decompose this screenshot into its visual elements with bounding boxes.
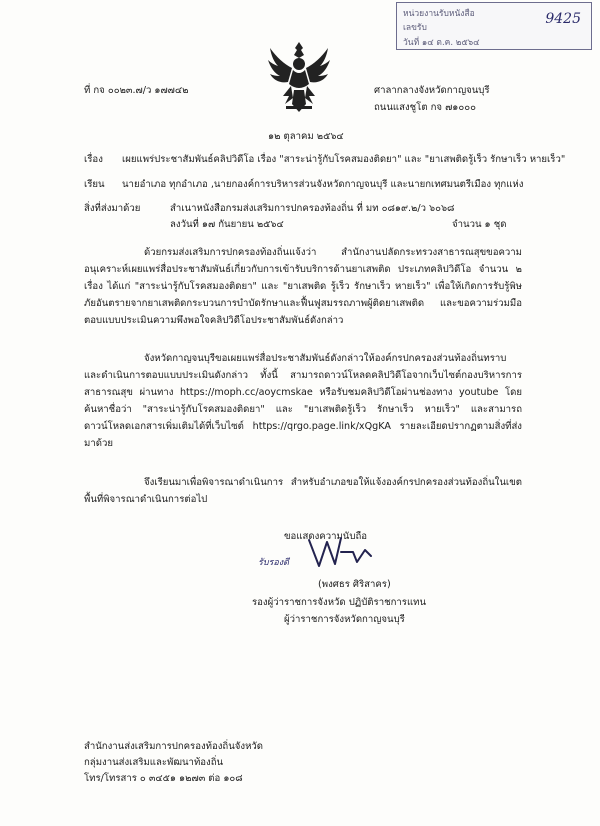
signer-annotation: รับรองดี: [258, 558, 290, 568]
recipient-text: นายอำเภอ ทุกอำเภอ ,นายกองค์การบริหารส่วนจังหวัดกาญจนบุรี และนายกเทศมนตรีเมือง ทุกแห่ง: [122, 179, 524, 190]
body-paragraph-3: จึงเรียนมาเพื่อพิจารณาดำเนินการ สำหรับอำเภอขอให้แจ้งองค์กรปกครองส่วนท้องถิ่นในเขตพื้นที่พิจารณาดำเนินการต่อไป: [84, 477, 522, 505]
receipt-stamp: [396, 2, 592, 50]
subject-label: เรื่อง: [84, 154, 103, 165]
body-paragraph-2: จังหวัดกาญจนบุรีขอเผยแพร่สื่อประชาสัมพันธ์ดังกล่าวให้องค์กรปกครองส่วนท้องถิ่นทราบและดำเนินการตอบแบบประเมินดังกล่าว ทั้งนี้ สามารถดาวน์โหลดคลิปวิดีโอจากเว็บไซต์กองบริหารการสาธารณสุข ผ่านทาง https://moph.cc/aoycmskae หรือรับชมคลิปวิดีโอผ่านช่องทาง youtube โดยค้นหาชื่อว่า "สาระน่ารู้กับโรคสมองติดยา" และ "ยาเสพติดรู้เร็ว รักษาเร็ว หายเร็ว" และสามารถดาวน์โหลดเอกสารเพิ่มเติมได้ที่เว็บไซต์ https://qrgo.page.link/xQgKA รายละเอียดปรากฏตามสิ่งที่ส่งมาด้วย: [84, 353, 522, 449]
stamp-handwritten-number: 9425: [545, 11, 581, 27]
signature-mark: [305, 532, 375, 572]
signer-position-2: ผู้ว่าราชการจังหวัดกาญจนบุรี: [284, 614, 405, 625]
signer-position-1: รองผู้ว่าราชการจังหวัด ปฏิบัติราชการแทน: [252, 597, 427, 608]
recipient-label: เรียน: [84, 179, 105, 190]
stamp-line-2: เลขรับ: [403, 23, 427, 33]
enclosure-date: ลงวันที่ ๑๗ กันยายน ๒๕๖๔: [170, 219, 284, 230]
closing-salutation: ขอแสดงความนับถือ: [284, 531, 368, 542]
footer-phone: โทร/โทรสาร ๐ ๓๔๕๑ ๑๒๗๓ ต่อ ๑๐๘: [84, 773, 243, 784]
document-date: ๑๒ ตุลาคม ๒๕๖๔: [268, 131, 344, 142]
subject-text: เผยแพร่ประชาสัมพันธ์คลิปวิดีโอ เรื่อง "สาระน่ารู้กับโรคสมองติดยา" และ "ยาเสพติดรู้เร็ว รักษาเร็ว หายเร็ว": [122, 154, 566, 165]
enclosure-label: สิ่งที่ส่งมาด้วย: [84, 203, 141, 214]
body-paragraph-1: ด้วยกรมส่งเสริมการปกครองท้องถิ่นแจ้งว่า สำนักงานปลัดกระทรวงสาธารณสุขขอความอนุเคราะห์เผยแพร่สื่อประชาสัมพันธ์เกี่ยวกับการเข้ารับบริการด้านยาเสพติด ประเภทคลิปวิดีโอ จำนวน ๒ เรื่อง ได้แก่ "สาระน่ารู้กับโรคสมองติดยา" และ "ยาเสพติด รู้เร็ว รักษาเร็ว หายเร็ว" เพื่อให้เกิดการรับรู้พิษภัยอันตรายจากยาเสพติดกระบวนการบำบัดรักษาและฟื้นฟูสมรรถภาพผู้ติดยาเสพติด และขอความร่วมมือตอบแบบประเมินความพึงพอใจคลิปวิดีโอประชาสัมพันธ์ดังกล่าว: [84, 247, 522, 326]
enclosure-count: จำนวน ๑ ชุด: [452, 219, 507, 230]
garuda-emblem-icon: [266, 40, 332, 114]
stamp-line-1: หน่วยงานรับหนังสือ: [403, 9, 475, 19]
footer-office: สำนักงานส่งเสริมการปกครองท้องถิ่นจังหวัด: [84, 741, 264, 752]
sender-office: ศาลากลางจังหวัดกาญจนบุรี: [374, 85, 490, 96]
document-number: ที่ กจ ๐๐๒๓.๗/ว ๑๗๗๔๒: [84, 85, 189, 96]
sender-address: ถนนแสงชูโต กจ ๗๑๐๐๐: [374, 102, 476, 113]
footer-division: กลุ่มงานส่งเสริมและพัฒนาท้องถิ่น: [84, 757, 224, 768]
stamp-line-3: วันที่ ๑๔ ต.ค. ๒๕๖๔: [403, 38, 480, 48]
enclosure-text: สำเนาหนังสือกรมส่งเสริมการปกครองท้องถิ่น ที่ มท ๐๘๑๙.๒/ว ๖๐๖๘: [170, 203, 455, 214]
signer-name: (พงศธร ศิริสาคร): [318, 579, 391, 590]
